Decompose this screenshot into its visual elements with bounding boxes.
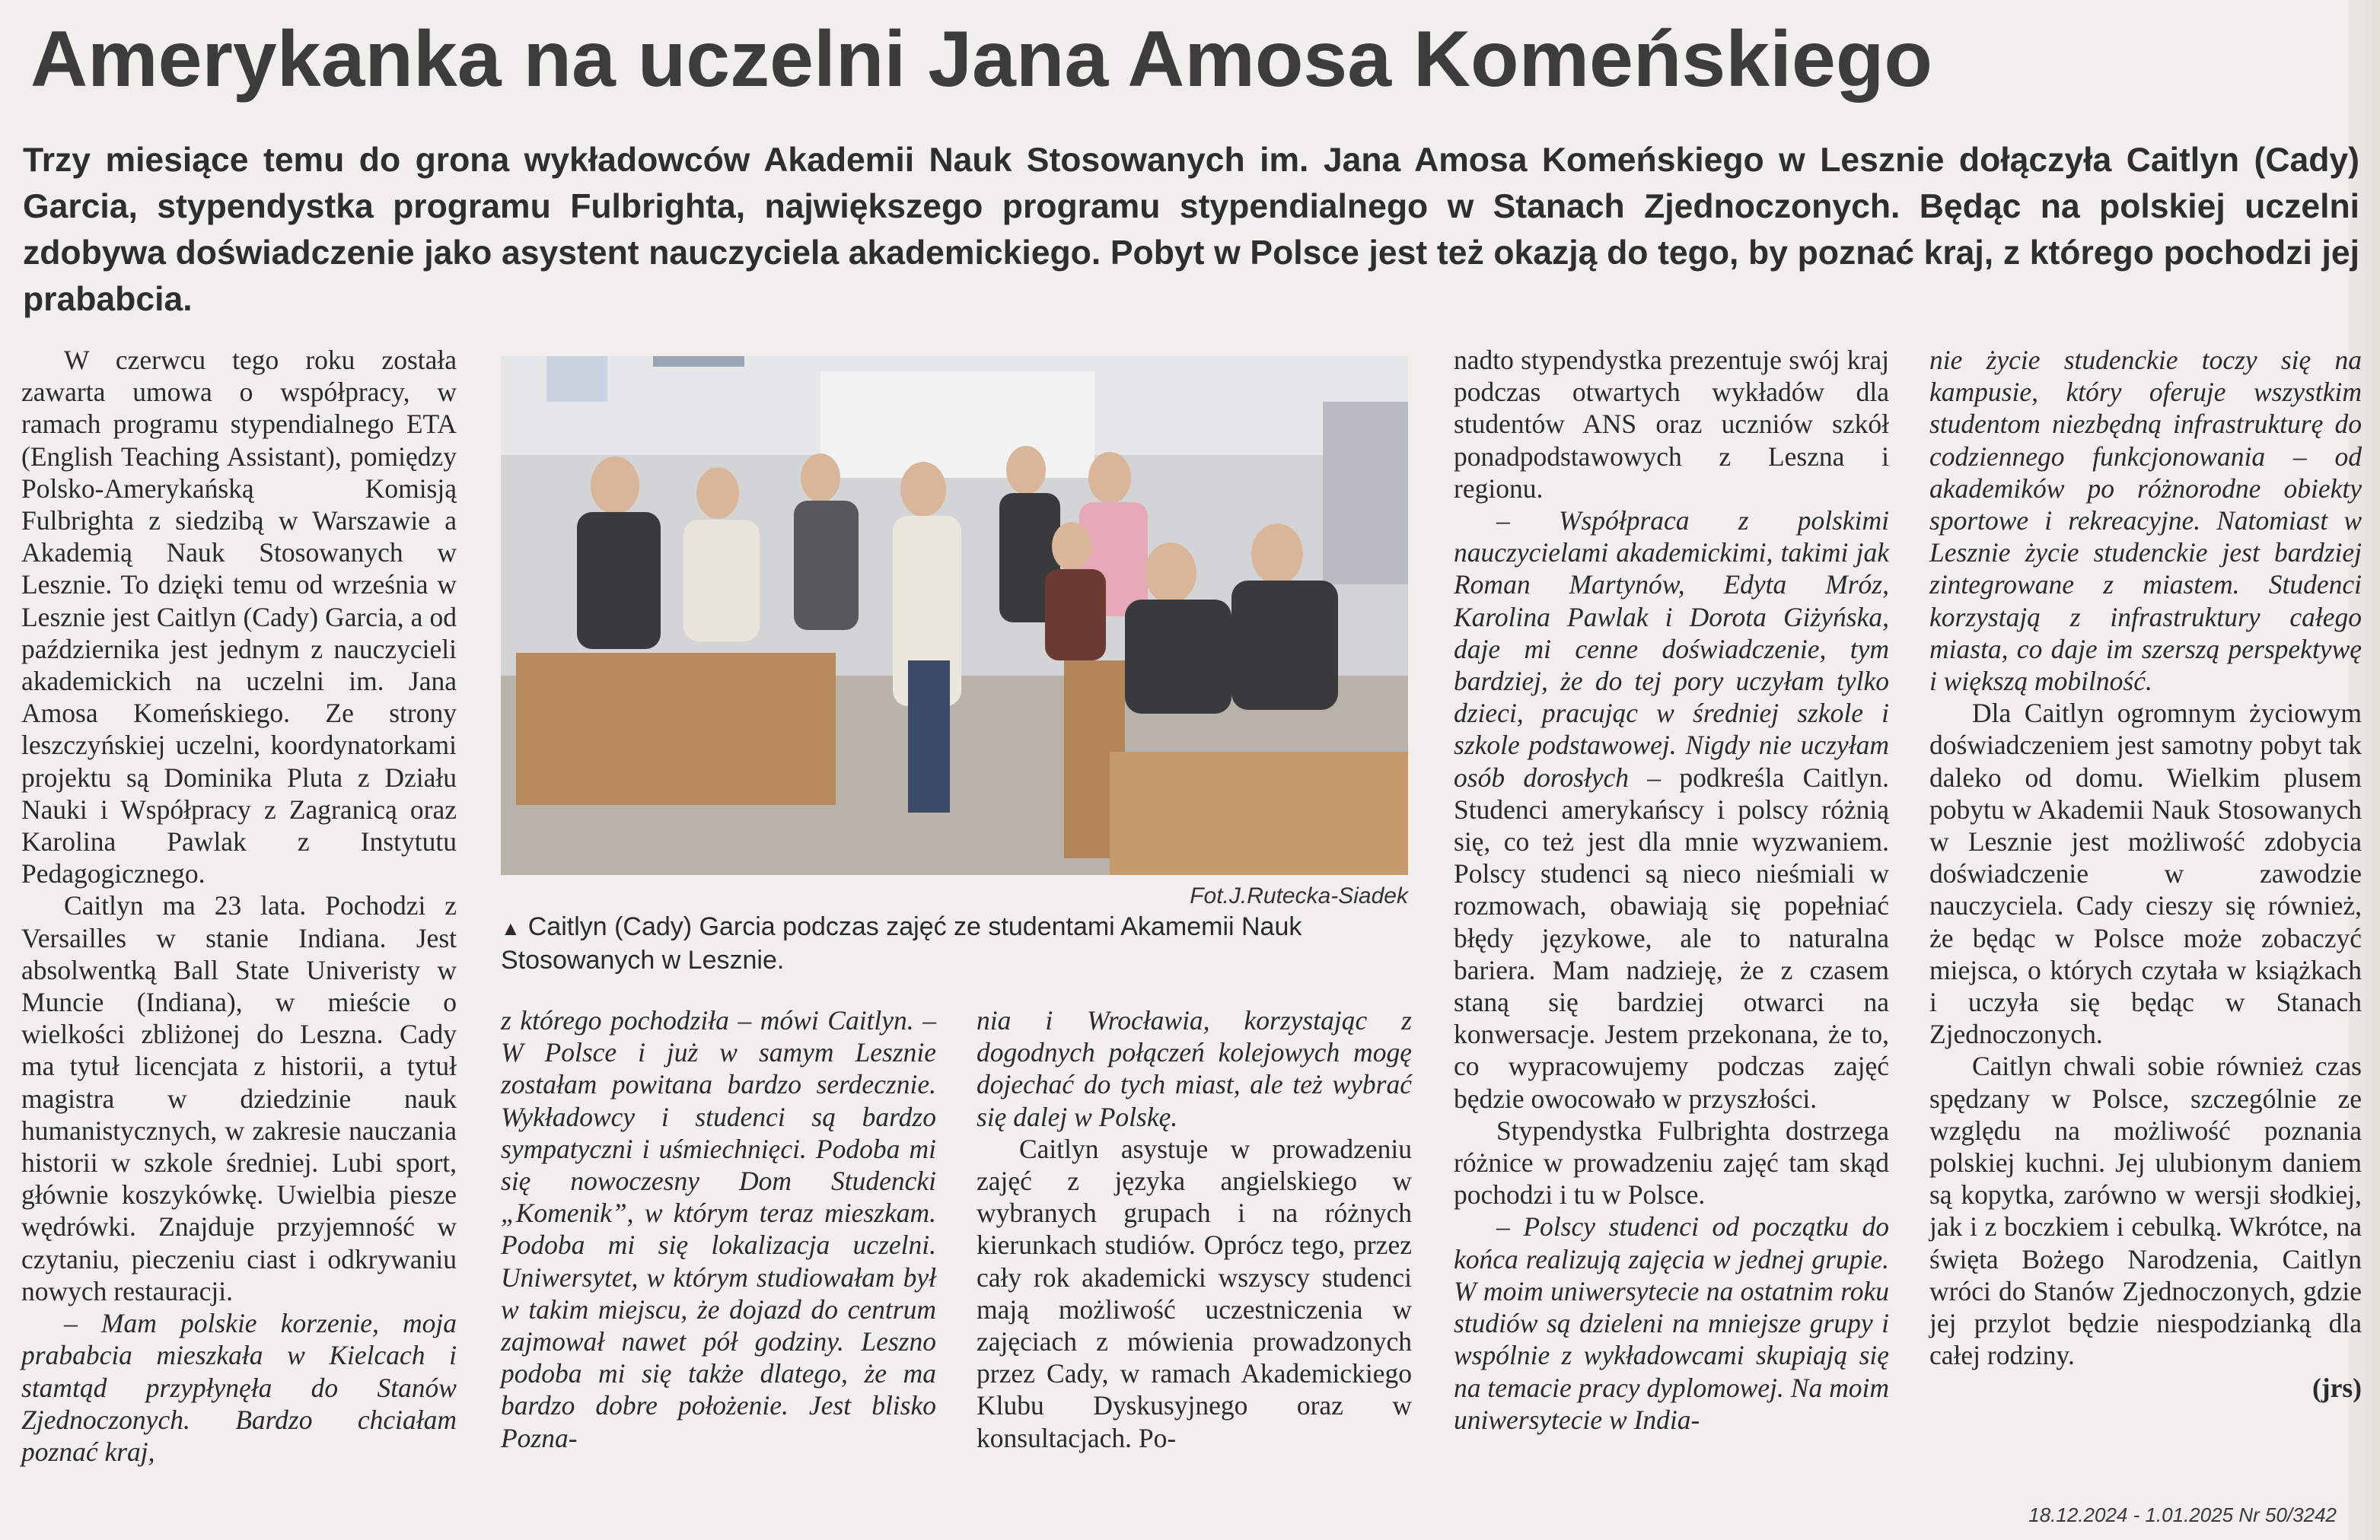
quote-text: nia i Wrocławia, korzystając z dogodnych połączeń kolejowych mogę dojechać do tych miast, ale też wybrać się dalej w Polskę. (977, 1005, 1412, 1132)
text-column-2 (501, 1004, 936, 1454)
article-photo (501, 356, 1408, 875)
quote-text: – Polscy studenci od początku do końca realizują zajęcia w jednej grupie. W moim uniwersytecie na ostatnim roku studiów są dzieleni na mniejsze grupy i wspólnie z wykładowcami skupiają się na temacie pracy dyplomowej. Na moim uniwersytecie w India- (1454, 1211, 1889, 1435)
paragraph-quote (1454, 504, 1889, 1115)
quote-text: nie życie studenckie toczy się na kampusie, który oferuje wszystkim studentom niezbędną infrastrukturę do codziennego funkcjonowania – od akademików po różnorodne obiekty sportowe i rekreacyjne. Natomiast w Lesznie życie studenckie jest bardziej zintegrowane z miastem. Studenci korzystają z infrastruktury całego miasta, co daje im szerszą perspektywę i większą mobilność. (1929, 345, 2362, 697)
paragraph: Stypendystka Fulbrighta dostrzega różnice w prowadzeniu zajęć tam skąd pochodzi i tu w Polsce. (1454, 1115, 1889, 1211)
paragraph-quote (977, 1004, 1412, 1133)
paragraph-quote (21, 1307, 457, 1468)
text-column-4 (1454, 344, 1889, 1436)
paragraph: W czerwcu tego roku została zawarta umowa o współpracy, w ramach programu stypendialnego ETA (English Teaching Assistant), pomiędzy Polsko-Amerykańską Komisją Fulbrighta z siedzibą w Warszawie a Akademią Nauk Stosowanych w Lesznie. To dzięki temu od września w Lesznie jest Caitlyn (Cady) Garcia, a od października jest jednym z nauczycieli akademickich na uczelni im. Jana Amosa Komeńskiego. Ze strony leszczyńskiej uczelni, koordynatorkami projektu są Dominika Pluta z Działu Nauki i Współpracy z Zagranicą oraz Karolina Pawlak z Instytutu Pedagogicznego. (21, 345, 457, 889)
text-column-1 (21, 344, 457, 1468)
caption-text: Caitlyn (Cady) Garcia podczas zajęć ze studentami Akamemii Nauk Stosowanych w Lesznie. (501, 912, 1302, 975)
quote-text: – Mam polskie korzenie, moja prababcia mieszkała w Kielcach i stamtąd przypłynęła do Stanów Zjednoczonych. Bardzo chciałam poznać kraj, (21, 1308, 457, 1467)
caption-triangle-icon: ▲ (501, 917, 521, 940)
quote-text: z którego pochodziła – mówi Caitlyn. – W Polsce i już w samym Lesznie zostałam powitana bardzo serdecznie. Wykładowcy i studenci są bardzo sympatyczni i uśmiechnięci. Podoba mi się nowoczesny Dom Studencki „Komenik”, w którym teraz mieszkam. Podoba mi się lokalizacja uczelni. Uniwersytet, w którym studiowałam był w takim miejscu, że dojazd do centrum zajmował nawet pół godziny. Leszno podoba mi się także dlatego, że ma bardzo dobre położenie. Jest blisko Pozna- (501, 1005, 936, 1453)
text-column-5 (1929, 344, 2362, 1404)
photo-credit: Fot.J.Rutecka-Siadek (1190, 883, 1408, 908)
author-byline: (jrs) (2311, 1372, 2362, 1403)
issue-footer: 18.12.2024 - 1.01.2025 Nr 50/3242 (2028, 1503, 2337, 1526)
photo-caption (501, 911, 1414, 976)
group-photo-illustration (501, 356, 1408, 875)
paragraph: Caitlyn asystuje w prowadzeniu zajęć z języka angielskiego w wybranych grupach i na różnych kierunkach studiów. Oprócz tego, przez cały rok akademicki wszyscy studenci mają możliwość uczestniczenia w zajęciach z mówienia prowadzonych przez Cady, w ramach Akademickiego Klubu Dyskusyjnego oraz w konsultacjach. Po- (977, 1133, 1412, 1453)
paragraph: Caitlyn chwali sobie również czas spędzany w Polsce, szczególnie ze względu na możliwość poznania polskiej kuchni. Jej ulubionym daniem są kopytka, zarówno w wersji słodkiej, jak i z boczkiem i cebulką. Wkrótce, na święta Bożego Narodzenia, Caitlyn wróci do Stanów Zjednoczonych, gdzie jej przylot będzie niespodzianką dla całej rodziny. (1929, 1051, 2362, 1371)
paragraph-quote (501, 1004, 936, 1454)
quote-text: – Współpraca z polskimi nauczycielami akademickimi, takimi jak Roman Martynów, Edyta Mróz, Karolina Pawlak i Dorota Giżyńska, daje mi cenne doświadczenie, tym bardziej, że do tej pory uczyłam tylko dzieci, pracując w średniej szkole i szkole podstawowej. Nigdy nie uczyłam osób dorosłych (1454, 505, 1889, 793)
article-lead: Trzy miesiące temu do grona wykładowców Akademii Nauk Stosowanych im. Jana Amosa Komeńskiego w Lesznie dołączyła Caitlyn (Cady) Garcia, stypendystka programu Fulbrighta, największego programu stypendialnego w Stanach Zjednoczonych. Będąc na polskiej uczelni zdobywa doświadczenie jako asystent nauczyciela akademickiego. Pobyt w Polsce jest też okazją do tego, by poznać kraj, z którego pochodzi jej prababcia. (23, 142, 2359, 318)
paragraph: Caitlyn ma 23 lata. Pochodzi z Versailles w stanie Indiana. Jest absolwentką Ball State Univeristy w Muncie (Indiana), w mieście o wielkości zbliżonej do Leszna. Cady ma tytuł licencjata z historii, a tytuł magistra w dziedzinie nauk humanistycznych, w zakresie nauczania historii w szkole średniej. Lubi sport, głównie koszykówkę. Uwielbia piesze wędrówki. Znajduje przyjemność w czytaniu, pieczeniu ciast i odkrywaniu nowych restauracji. (21, 890, 457, 1306)
paragraph-quote (1454, 1211, 1889, 1435)
article-headline: Amerykanka na uczelni Jana Amosa Komeńskiego (30, 15, 1932, 103)
paragraph-text: – podkreśla Caitlyn. Studenci amerykańscy i polscy różnią się, co też jest dla mnie wyzwaniem. Polscy studenci są nieco nieśmiali w rozmowach, obawiają się popełniać błędy językowe, ale to naturalna bariera. Mam nadzieję, że z czasem staną się bardziej otwarci na konwersacje. Jestem przekonana, że to, co wypracowujemy podczas zajęć będzie owocowało w przyszłości. (1454, 762, 1889, 1114)
paragraph: nadto stypendystka prezentuje swój kraj podczas otwartych wykładów dla studentów ANS oraz uczniów szkół ponadpodstawowych z Leszna i regionu. (1454, 345, 1889, 504)
text-column-3 (977, 1004, 1412, 1454)
paragraph: Dla Caitlyn ogromnym życiowym doświadczeniem jest samotny pobyt tak daleko od domu. Wielkim plusem pobytu w Akademii Nauk Stosowanych w Lesznie jest możliwość zdobycia doświadczenie w zawodzie nauczyciela. Cady cieszy się również, że będąc w Polsce może zobaczyć miejsca, o których czytała w książkach i uczyła się będąc w Stanach Zjednoczonych. (1929, 698, 2362, 1050)
paragraph-quote (1929, 344, 2362, 697)
